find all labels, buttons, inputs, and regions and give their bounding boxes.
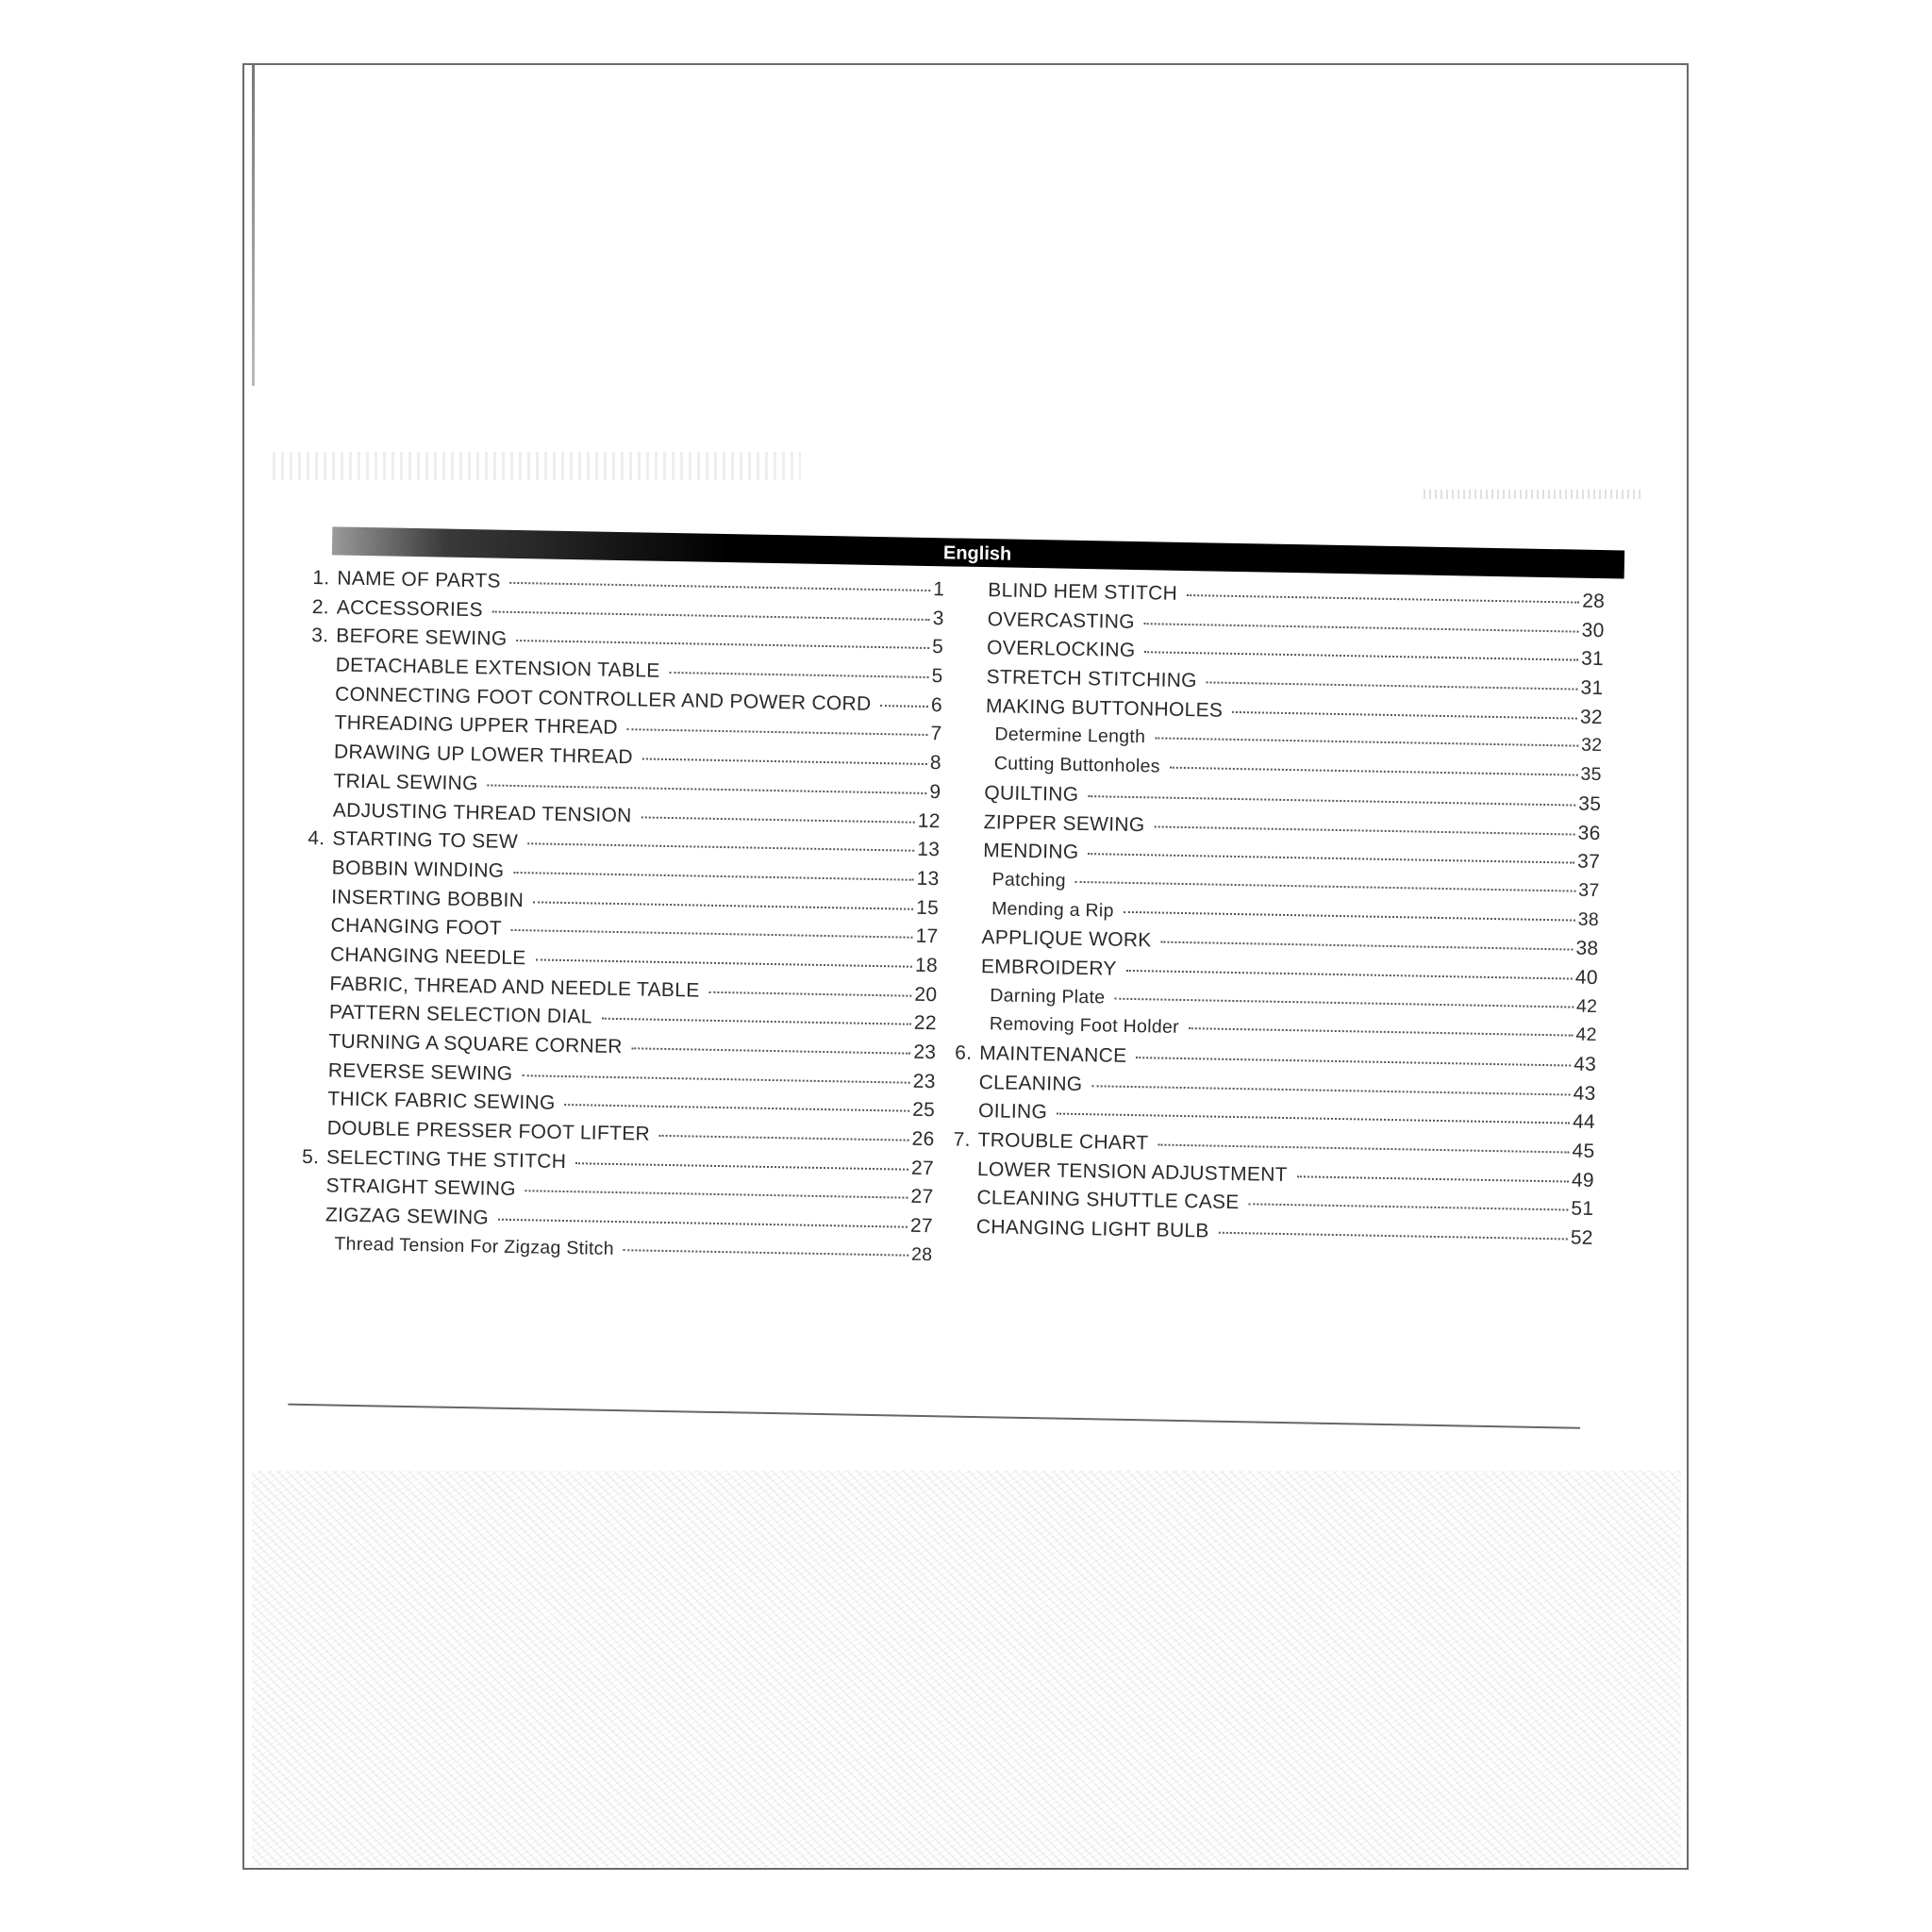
toc-entry-page: 43 bbox=[1573, 1082, 1596, 1105]
toc-entry-title: REVERSE SEWING bbox=[327, 1059, 513, 1085]
toc-entry-page: 23 bbox=[912, 1070, 936, 1092]
toc-entry-title: NAME OF PARTS bbox=[337, 567, 502, 592]
language-label: English bbox=[942, 542, 1012, 565]
toc-entry-title: DETACHABLE EXTENSION TABLE bbox=[335, 654, 660, 682]
toc-dot-leader bbox=[1126, 970, 1573, 980]
toc-entry-number: 6. bbox=[955, 1041, 973, 1064]
toc-entry-title: TURNING A SQUARE CORNER bbox=[328, 1030, 623, 1058]
toc-dot-leader bbox=[1249, 1204, 1569, 1211]
toc-dot-leader bbox=[1075, 881, 1575, 892]
toc-entry-page: 52 bbox=[1570, 1226, 1593, 1250]
toc-entry-number: 7. bbox=[953, 1128, 971, 1151]
toc-entry-title: Mending a Rip bbox=[991, 897, 1114, 922]
toc-entry-title: TROUBLE CHART bbox=[977, 1129, 1149, 1155]
toc-dot-leader bbox=[1189, 1027, 1574, 1036]
toc-entry-title: MAKING BUTTONHOLES bbox=[985, 694, 1224, 722]
toc-dot-leader bbox=[632, 1047, 911, 1054]
toc-entry-page: 35 bbox=[1580, 763, 1602, 786]
toc-entry-title: CHANGING LIGHT BULB bbox=[975, 1216, 1209, 1242]
toc-dot-leader bbox=[624, 1249, 908, 1257]
toc-entry-page: 49 bbox=[1571, 1169, 1595, 1191]
toc-dot-leader bbox=[1088, 853, 1574, 863]
toc-dot-leader bbox=[1297, 1175, 1569, 1182]
toc-dot-leader bbox=[1207, 681, 1578, 690]
toc-entry-page: 45 bbox=[1572, 1140, 1595, 1163]
toc-dot-leader bbox=[492, 610, 930, 621]
toc-entry-page: 30 bbox=[1581, 619, 1605, 641]
toc-entry-title: ZIPPER SEWING bbox=[983, 810, 1145, 836]
toc-dot-leader bbox=[1124, 910, 1575, 921]
horizontal-rule bbox=[288, 1404, 1580, 1429]
toc-entry-number: 3. bbox=[311, 625, 329, 647]
toc-entry-page: 15 bbox=[915, 896, 940, 919]
toc-entry-page: 9 bbox=[929, 780, 941, 804]
toc-dot-leader bbox=[1187, 594, 1579, 604]
toc-dot-leader bbox=[880, 705, 928, 708]
toc-entry-number: 1. bbox=[312, 567, 330, 590]
toc-dot-leader bbox=[659, 1135, 909, 1141]
toc-dot-leader bbox=[522, 1074, 909, 1084]
toc-entry-title: QUILTING bbox=[984, 781, 1079, 806]
toc-dot-leader bbox=[565, 1104, 910, 1112]
toc-dot-leader bbox=[1161, 941, 1574, 951]
toc-entry-page: 42 bbox=[1575, 995, 1598, 1017]
toc-entry-page: 13 bbox=[916, 867, 940, 891]
toc-entry-title: DOUBLE PRESSER FOOT LIFTER bbox=[326, 1117, 651, 1145]
toc-right-column bbox=[952, 579, 1606, 1257]
toc-entry-page: 32 bbox=[1580, 735, 1603, 757]
toc-entry-page: 5 bbox=[931, 665, 943, 688]
toc-entry-title: SELECTING THE STITCH bbox=[325, 1146, 567, 1173]
toc-entry-title: CLEANING bbox=[978, 1071, 1083, 1095]
toc-dot-leader bbox=[516, 640, 929, 649]
toc-entry-title: CONNECTING FOOT CONTROLLER AND POWER CORD bbox=[334, 683, 872, 715]
toc-entry-page: 31 bbox=[1580, 676, 1604, 700]
toc-dot-leader bbox=[1219, 1232, 1568, 1241]
toc-dot-leader bbox=[1057, 1113, 1570, 1124]
toc-entry-title: ADJUSTING THREAD TENSION bbox=[332, 798, 632, 826]
toc-entry-number: 5. bbox=[301, 1145, 320, 1168]
toc-entry-page: 36 bbox=[1577, 822, 1601, 844]
toc-entry-title: Determine Length bbox=[994, 724, 1146, 748]
toc-dot-leader bbox=[533, 901, 913, 909]
toc-entry-page: 37 bbox=[1576, 850, 1601, 874]
toc-entry-page: 37 bbox=[1578, 879, 1600, 901]
toc-entry-page: 51 bbox=[1571, 1198, 1594, 1221]
toc-entry-title: INSERTING BOBBIN bbox=[330, 885, 525, 911]
toc-entry-title: BOBBIN WINDING bbox=[331, 857, 505, 882]
toc-entry-page: 27 bbox=[909, 1214, 934, 1238]
toc-dot-leader bbox=[1091, 1085, 1570, 1095]
toc-entry-page: 23 bbox=[913, 1041, 937, 1064]
toc-entry-title: Thread Tension For Zigzag Stitch bbox=[334, 1233, 615, 1259]
toc-entry-title: MENDING bbox=[982, 840, 1079, 864]
toc-entry-page: 43 bbox=[1573, 1053, 1597, 1076]
toc-entry-page: 1 bbox=[933, 578, 945, 601]
toc-entry-page: 44 bbox=[1572, 1110, 1596, 1134]
toc-entry-page: 42 bbox=[1575, 1024, 1597, 1046]
toc-entry-page: 25 bbox=[911, 1099, 936, 1122]
toc-dot-leader bbox=[536, 958, 912, 967]
toc-entry-page: 18 bbox=[914, 954, 939, 977]
toc-dot-leader bbox=[1136, 1057, 1571, 1066]
toc-entry-title: STRETCH STITCHING bbox=[986, 666, 1198, 692]
toc-entry-page: 28 bbox=[1581, 590, 1606, 613]
toc-entry-page: 13 bbox=[917, 838, 941, 861]
toc-entry-title: MAINTENANCE bbox=[979, 1042, 1127, 1067]
toc-entry-page: 27 bbox=[910, 1186, 934, 1208]
toc-dot-leader bbox=[513, 872, 913, 881]
toc-entry-page: 40 bbox=[1574, 966, 1599, 989]
toc-entry-page: 31 bbox=[1580, 648, 1605, 671]
toc-entry-title: OVERLOCKING bbox=[986, 637, 1136, 662]
toc-dot-leader bbox=[708, 991, 911, 996]
toc-entry-page: 38 bbox=[1575, 937, 1599, 960]
toc-dot-leader bbox=[511, 929, 913, 939]
toc-entry-page: 28 bbox=[910, 1243, 933, 1265]
toc-left-column bbox=[300, 567, 944, 1274]
toc-dot-leader bbox=[498, 1219, 908, 1228]
toc-entry-title: THREADING UPPER THREAD bbox=[334, 711, 618, 740]
toc-entry-title: Removing Foot Holder bbox=[989, 1013, 1180, 1039]
toc-entry-page: 12 bbox=[917, 809, 941, 832]
toc-entry-page: 17 bbox=[915, 925, 939, 948]
toc-entry-title: EMBROIDERY bbox=[980, 956, 1117, 980]
toc-entry-title: BLIND HEM STITCH bbox=[988, 579, 1178, 605]
toc-entry-title: Cutting Buttonholes bbox=[993, 753, 1160, 777]
toc-dot-leader bbox=[575, 1162, 908, 1170]
toc-dot-leader bbox=[1144, 623, 1579, 632]
toc-entry-page: 8 bbox=[929, 752, 942, 774]
toc-dot-leader bbox=[488, 784, 927, 794]
toc-entry-page: 27 bbox=[910, 1157, 935, 1179]
toc-entry-page: 6 bbox=[930, 693, 943, 717]
toc-entry-page: 32 bbox=[1579, 706, 1604, 728]
toc-dot-leader bbox=[641, 816, 915, 823]
toc-entry-title: BEFORE SEWING bbox=[336, 625, 508, 651]
toc-entry-title: STARTING TO SEW bbox=[332, 827, 519, 854]
toc-entry-title: THICK FABRIC SEWING bbox=[327, 1088, 556, 1115]
toc-entry-page: 3 bbox=[932, 607, 944, 629]
toc-dot-leader bbox=[1158, 1144, 1569, 1154]
toc-entry-title: STRAIGHT SEWING bbox=[325, 1174, 517, 1201]
toc-entry-title: APPLIQUE WORK bbox=[981, 926, 1152, 952]
toc-dot-leader bbox=[669, 672, 928, 678]
toc-entry-page: 22 bbox=[913, 1012, 938, 1035]
toc-entry-title: DRAWING UP LOWER THREAD bbox=[333, 741, 634, 769]
toc-dot-leader bbox=[1144, 652, 1578, 661]
toc-dot-leader bbox=[1114, 997, 1574, 1008]
toc-entry-title: ACCESSORIES bbox=[336, 596, 484, 622]
toc-entry-page: 5 bbox=[931, 636, 944, 658]
toc-entry-title: OVERCASTING bbox=[987, 608, 1136, 633]
toc-dot-leader bbox=[1154, 825, 1574, 835]
toc-entry-title: OILING bbox=[977, 1100, 1048, 1124]
toc-entry-title: CHANGING NEEDLE bbox=[329, 943, 526, 970]
toc-entry-page: 26 bbox=[911, 1127, 935, 1151]
toc-entry-title: ZIGZAG SEWING bbox=[325, 1204, 490, 1229]
toc-dot-leader bbox=[525, 1191, 908, 1199]
toc-entry-title: FABRIC, THREAD AND NEEDLE TABLE bbox=[329, 973, 700, 1002]
toc-dot-leader bbox=[1088, 795, 1575, 806]
toc-entry-page: 35 bbox=[1578, 792, 1602, 815]
toc-dot-leader bbox=[510, 582, 930, 591]
toc-entry-title: CLEANING SHUTTLE CASE bbox=[976, 1187, 1240, 1214]
toc-entry-number: 4. bbox=[308, 827, 325, 850]
toc-dot-leader bbox=[1232, 711, 1577, 720]
toc-entry-title: CHANGING FOOT bbox=[330, 914, 503, 940]
toc-dot-leader bbox=[642, 758, 927, 766]
toc-entry-title: Patching bbox=[991, 869, 1067, 891]
toc-entry-page: 38 bbox=[1577, 908, 1600, 930]
toc-dot-leader bbox=[602, 1018, 911, 1025]
toc-entry-title: LOWER TENSION ADJUSTMENT bbox=[976, 1158, 1289, 1186]
toc-dot-leader bbox=[527, 842, 914, 852]
toc-entry-title: Darning Plate bbox=[990, 984, 1106, 1008]
toc-entry-page: 20 bbox=[914, 983, 938, 1006]
toc-dot-leader bbox=[627, 729, 928, 737]
toc-entry-number: 2. bbox=[311, 595, 330, 619]
toc-entry-title: PATTERN SELECTION DIAL bbox=[328, 1001, 592, 1028]
toc-content bbox=[242, 63, 1689, 1870]
toc-entry-title: TRIAL SEWING bbox=[333, 770, 478, 795]
toc-dot-leader bbox=[1170, 767, 1578, 776]
scanned-page bbox=[242, 63, 1689, 1870]
toc-dot-leader bbox=[1155, 738, 1578, 747]
toc-entry-page: 7 bbox=[930, 723, 942, 745]
